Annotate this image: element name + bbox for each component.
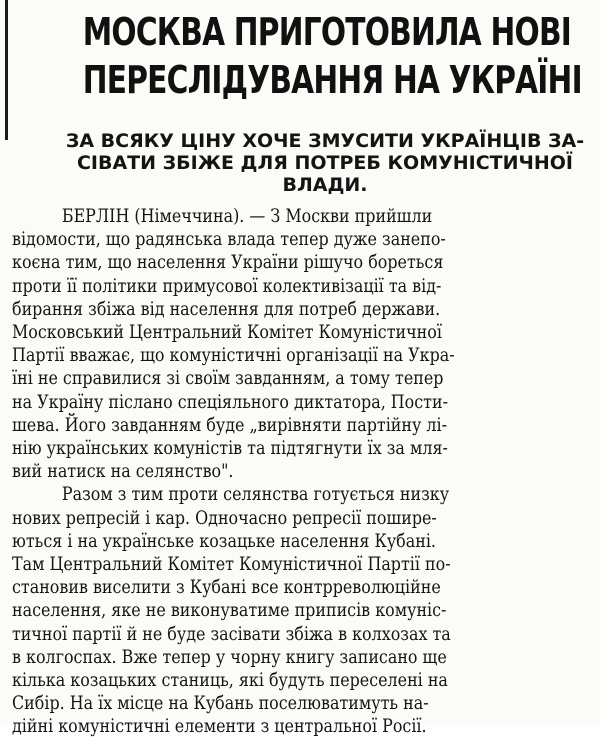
text-line: Московський Центральний Комітет Комуністичної — [12, 322, 442, 344]
text-line: проти її політики примусової колективізації та від- — [12, 275, 442, 297]
text-line: шева. Його завданням буде „вирівняти партійну лі- — [12, 414, 447, 436]
column-rule — [5, 0, 8, 140]
text-line: дійні комуністичні елементи з центральної Росії. — [12, 716, 427, 738]
text-line: ються і на українське козацьке населення Кубані. — [12, 530, 436, 552]
text-line: БЕРЛІН (Німеччина). — З Москви прийшли — [61, 206, 433, 227]
text-line: на Україну післано спеціяльного диктатора, Пости- — [12, 391, 448, 413]
text-line: Разом з тим проти селянства готується низку — [61, 484, 450, 506]
headline-line: ПЕРЕСЛІДУВАННЯ НА УКРАЇНІ — [82, 58, 582, 102]
text-line: в колгоспах. Вже тепер у чорну книгу записано ще — [12, 646, 447, 668]
text-line: вий натиск на селянство". — [12, 461, 234, 483]
text-line: кілька козацьких станиць, які будуть переселені на — [12, 670, 448, 692]
text-line: населення, яке не виконуватиме приписів комуніс- — [12, 600, 447, 622]
text-line: Партії вважає, що комуністичні організації на Укра- — [12, 345, 455, 367]
subheadline-line: ЗА ВСЯКУ ЦІНУ ХОЧЕ ЗМУСИТИ УКРАЇНЦІВ ЗА- — [65, 130, 585, 152]
text-line: нових репресій і кар. Одночасно репресії пошире- — [12, 507, 437, 529]
paragraph-2 — [12, 483, 502, 738]
text-line: нію українських комуністів та підтягнути їх за мля- — [12, 438, 448, 460]
text-line: відомости, що радянська влада тепер дуже занепо- — [12, 229, 446, 251]
subheadline — [60, 130, 590, 196]
paragraph-1 — [12, 205, 502, 483]
subheadline-line: СІВАТИ ЗБІЖЕ ДЛЯ ПОТРЕБ КОМУНІСТИЧНОЇ — [76, 152, 574, 174]
text-line: Там Центральний Комітет Комуністичної Партії по- — [12, 554, 451, 576]
text-line: Сибір. На їх місце на Кубань поселюватимуть на- — [12, 693, 429, 715]
text-line: коєна тим, що населення України рішучо бореться — [12, 252, 444, 274]
text-line: становив виселити з Кубані все контрреволюційне — [12, 577, 441, 599]
headline-line: МОСКВА ПРИГОТОВИЛА НОВІ — [82, 10, 572, 54]
text-line: бирання збіжа від населення для потреб держави. — [12, 298, 441, 320]
article-body — [12, 205, 502, 739]
text-line: тичної партії й не буде засівати збіжа в колхозах та — [12, 623, 451, 645]
subheadline-line: ВЛАДИ. — [282, 174, 368, 196]
text-line: їні не справилися зі своїм завданням, а тому тепер — [12, 368, 444, 390]
headline — [82, 8, 582, 104]
